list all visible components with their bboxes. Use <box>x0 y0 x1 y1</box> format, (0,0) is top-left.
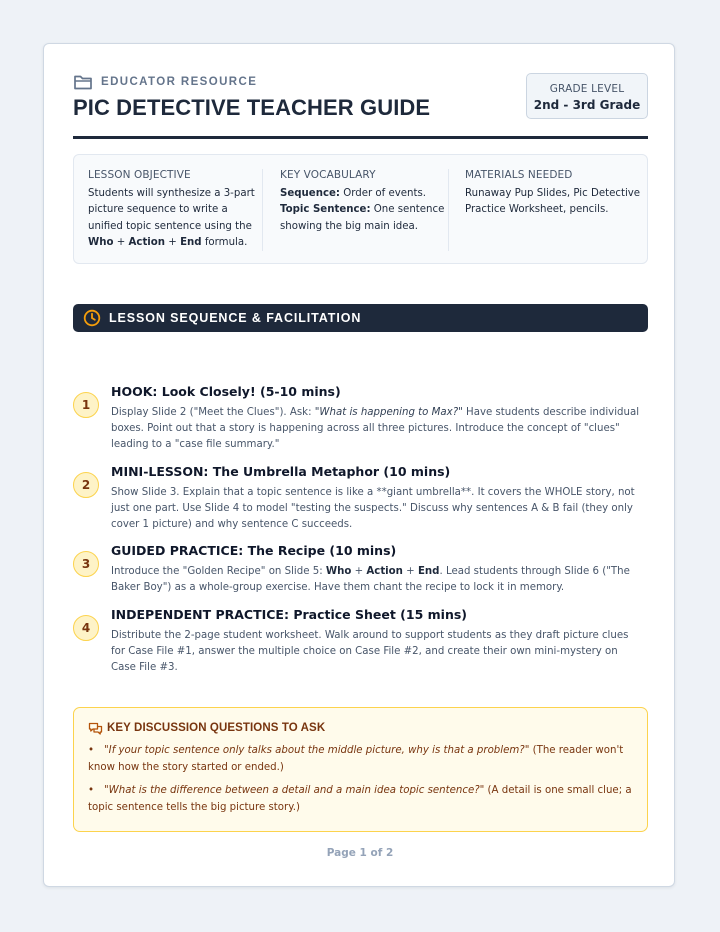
discussion-title: KEY DISCUSSION QUESTIONS TO ASK <box>107 722 326 734</box>
discussion-questions-box <box>73 707 648 832</box>
eyebrow <box>73 73 257 91</box>
section-title: LESSON SEQUENCE & FACILITATION <box>109 311 362 325</box>
grade-level-label: GRADE LEVEL <box>549 83 625 95</box>
step-number: 1 <box>73 392 99 418</box>
page-title: PIC DETECTIVE TEACHER GUIDE <box>73 95 431 120</box>
materials-heading: MATERIALS NEEDED <box>465 169 573 181</box>
grade-level-value: 2nd - 3rd Grade <box>533 98 641 112</box>
objective-text: Students will synthesize a 3-part picture sequence to write a unified topic sentence using the Who + Action + End formula. <box>88 188 255 248</box>
step-title: INDEPENDENT PRACTICE: Practice Sheet (15 mins) <box>111 607 467 622</box>
step-title: HOOK: Look Closely! (5-10 mins) <box>111 384 341 399</box>
discussion-question: • "What is the difference between a detail and a main idea topic sentence?" (A detail is one small clue; a topic sentence tells the big picture story.) <box>88 782 636 816</box>
lesson-info-panel <box>73 154 648 264</box>
eyebrow-label: EDUCATOR RESOURCE <box>101 76 258 88</box>
grade-level-badge <box>526 73 648 119</box>
vocabulary-sequence: Sequence: Order of events. <box>280 188 427 199</box>
step-description: Distribute the 2-page student worksheet. Walk around to support students as they draft picture clues for Case File #1, answer the multiple choice on Case File #2, and create their own mini-mystery on Case File #3. <box>111 630 629 673</box>
discussion-list <box>88 742 636 822</box>
vocabulary-column <box>280 169 448 235</box>
step-title: GUIDED PRACTICE: The Recipe (10 mins) <box>111 543 397 558</box>
step-description: Introduce the "Golden Recipe" on Slide 5: Who + Action + End. Lead students through Slide 6 ("The Baker Boy") as a whole-group exercise. Have them chant the recipe to lock it in memory. <box>111 566 630 593</box>
section-header <box>73 304 648 332</box>
materials-text: Runaway Pup Slides, Pic Detective Practice Worksheet, pencils. <box>465 188 641 216</box>
step-description: Show Slide 3. Explain that a topic sentence is like a **giant umbrella**. It covers the WHOLE story, not just one part. Use Slide 4 to model "testing the suspects." Discuss why sentences A & B fail (they only cover 1 picture) and why sentence C succeeds. <box>111 487 635 530</box>
step-number: 3 <box>73 551 99 577</box>
column-divider <box>262 169 263 251</box>
page-number: Page 1 of 2 <box>326 847 394 859</box>
step-description: Display Slide 2 ("Meet the Clues"). Ask: "What is happening to Max?" Have students describe individual boxes. Point out that a story is happening across all three pictures. Introduce the concept of "clues" leading to a "case file summary." <box>111 407 640 450</box>
discussion-header <box>88 721 325 735</box>
discussion-question: • "If your topic sentence only talks about the middle picture, why is that a problem?" (The reader won't know how the story started or ended.) <box>88 742 636 776</box>
header-rule <box>73 136 648 139</box>
vocabulary-topic-sentence: Topic Sentence: One sentence showing the big main idea. <box>280 204 445 232</box>
step-number: 4 <box>73 615 99 641</box>
clock-icon <box>83 309 101 327</box>
column-divider <box>448 169 449 251</box>
chat-bubbles-icon <box>88 721 103 735</box>
step-number: 2 <box>73 472 99 498</box>
step-title: MINI-LESSON: The Umbrella Metaphor (10 mins) <box>111 464 451 479</box>
guide-page <box>43 43 675 887</box>
vocabulary-heading: KEY VOCABULARY <box>280 169 376 181</box>
bullet: • <box>88 745 95 756</box>
bullet: • <box>88 785 95 796</box>
objective-column <box>88 169 260 251</box>
objective-heading: LESSON OBJECTIVE <box>88 169 191 181</box>
folder-icon <box>73 73 93 91</box>
materials-column <box>465 169 641 219</box>
guide-header <box>73 73 648 139</box>
